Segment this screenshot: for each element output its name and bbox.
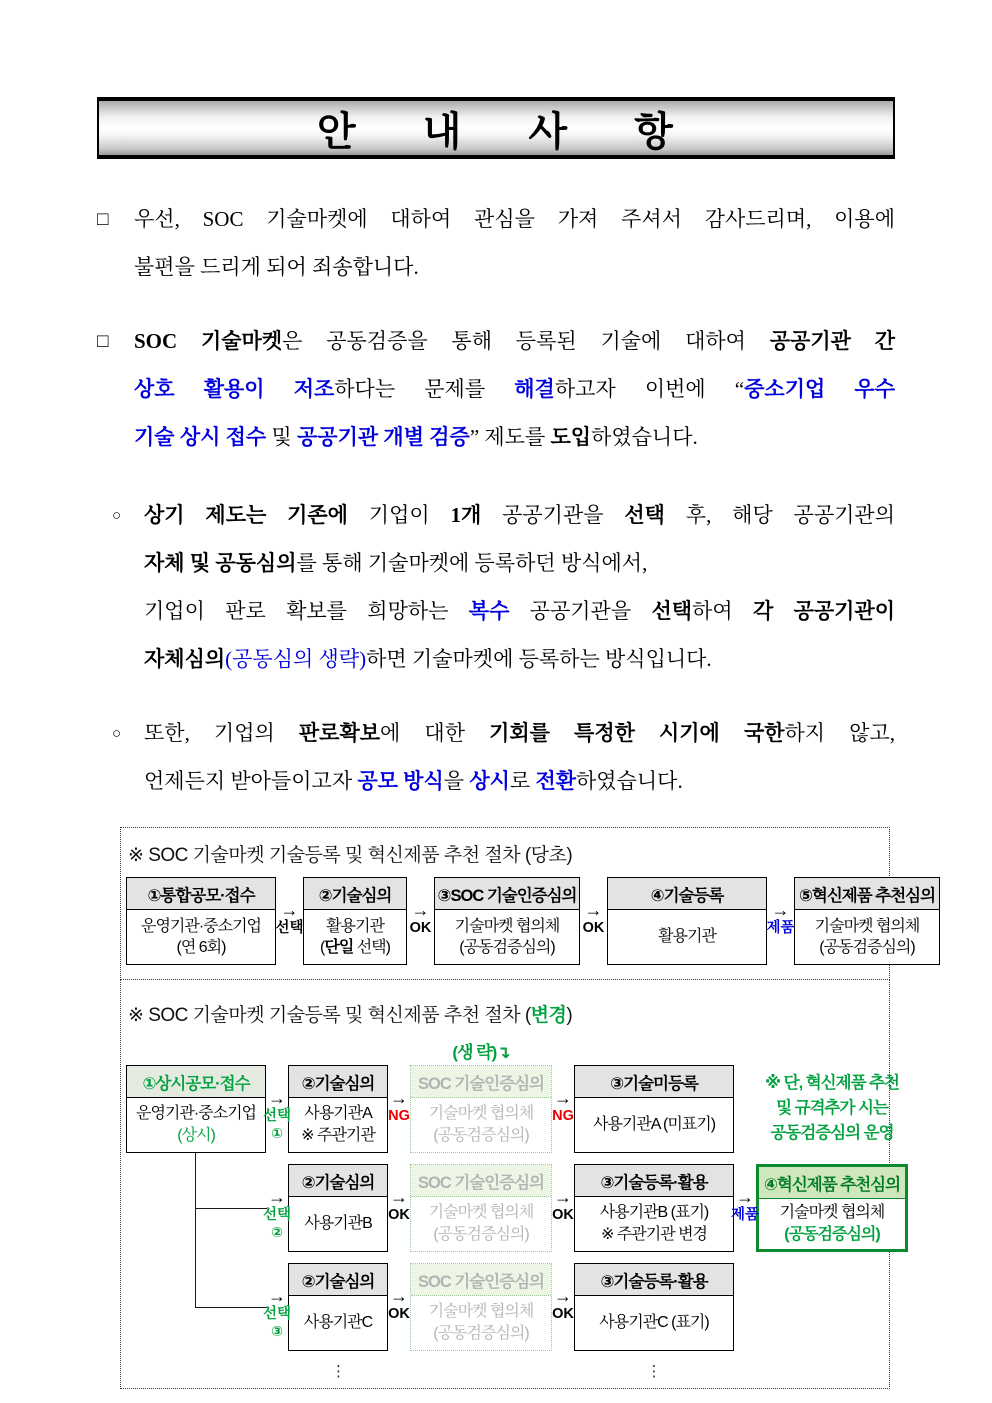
arrow-right-icon: → bbox=[268, 1087, 286, 1108]
process-box-review-c bbox=[288, 1263, 388, 1351]
connector-product: → 제품 bbox=[731, 1186, 760, 1223]
text-line bbox=[144, 635, 895, 683]
box-header: ③기술등록·활용 bbox=[575, 1264, 733, 1296]
box-header: ⑤혁신제품 추천심의 bbox=[795, 878, 939, 910]
arrow-right-icon: → bbox=[554, 1186, 572, 1207]
connector-select: → 선택 bbox=[275, 900, 304, 936]
arrow-right-icon: → bbox=[554, 1285, 572, 1306]
skip-label-row bbox=[126, 1037, 884, 1063]
text-run: 하면 기술마켓에 등록하는 방식입니다. bbox=[366, 647, 712, 671]
text-line bbox=[144, 539, 895, 587]
text-run: 상호 활용이 저조 bbox=[134, 377, 335, 401]
flowchart-section bbox=[120, 827, 936, 1389]
process-box-1 bbox=[126, 877, 276, 965]
process-box-unregistered bbox=[574, 1065, 734, 1153]
text-run: 특정한 시기에 bbox=[574, 721, 720, 745]
paragraph-text bbox=[134, 195, 895, 291]
corner-down-arrow-icon: ↴ bbox=[496, 1042, 510, 1062]
text-line bbox=[134, 413, 895, 461]
process-box-innovation bbox=[756, 1164, 908, 1252]
text-run: 하다는 문제를 bbox=[334, 377, 515, 401]
box-header: SOC 기술인증심의 bbox=[411, 1165, 551, 1197]
text-line bbox=[134, 365, 895, 413]
text-run: 공공기관을 bbox=[509, 599, 652, 623]
connector-ok: → OK bbox=[552, 1285, 574, 1322]
text-run: 를 통해 기술마켓에 등록하던 방식에서, bbox=[296, 551, 648, 575]
text-line bbox=[144, 491, 895, 539]
text-run: 하여 bbox=[692, 599, 753, 623]
vertical-ellipsis-icon: ⋮ bbox=[646, 1362, 662, 1380]
process-box-registered-c bbox=[574, 1263, 734, 1351]
square-bullet-icon: □ bbox=[97, 209, 109, 230]
flowchart-original bbox=[120, 827, 936, 980]
connector-ok: → OK bbox=[409, 900, 432, 936]
text-run: ” 제도를 bbox=[469, 425, 551, 449]
text-run: 에 대한 bbox=[380, 721, 490, 745]
text-run: 중소기업 우수 bbox=[744, 377, 895, 401]
paragraphs bbox=[97, 195, 895, 805]
text-run: 자체심의 bbox=[144, 647, 226, 671]
box-header: ①통합공모·접수 bbox=[127, 878, 275, 910]
skip-label: (생 략)↴ bbox=[452, 1042, 510, 1062]
circle-bullet-icon: ○ bbox=[112, 726, 122, 742]
connector-ok: → OK bbox=[582, 900, 605, 936]
text-run: 하고자 이번에 “ bbox=[554, 377, 745, 401]
notice-banner bbox=[97, 97, 895, 159]
text-run: 하였습니다. bbox=[576, 769, 683, 793]
text-run: 로 bbox=[509, 769, 536, 793]
paragraph bbox=[97, 709, 895, 805]
text-run: (공동심의 생략) bbox=[225, 647, 367, 671]
text-run: 도입 bbox=[550, 425, 592, 449]
text-run: 불편을 드리게 되어 죄송합니다. bbox=[134, 255, 419, 279]
text-run: 후, 해당 공공기관의 bbox=[664, 503, 895, 527]
square-bullet-icon: □ bbox=[97, 331, 109, 352]
text-run: 우선, SOC 기술마켓에 대하여 관심을 가져 주셔서 감사드리며, 이용에 bbox=[134, 207, 895, 231]
branch-line bbox=[126, 1164, 266, 1252]
paragraph-text bbox=[134, 317, 895, 461]
text-line bbox=[134, 195, 895, 243]
paragraph bbox=[97, 195, 895, 291]
text-run: 기술 상시 접수 bbox=[134, 425, 267, 449]
text-run: 해결 bbox=[514, 377, 555, 401]
vertical-ellipsis-icon: ⋮ bbox=[331, 1362, 345, 1380]
box-header: ②기술심의 bbox=[304, 878, 406, 910]
arrow-right-icon: → bbox=[411, 900, 430, 920]
text-run: 1개 bbox=[450, 503, 482, 527]
box-body: 활용기관 (단일 선택) bbox=[320, 917, 390, 956]
text-line bbox=[144, 587, 895, 635]
connector-ok: → OK bbox=[388, 1186, 410, 1223]
box-header: ③기술등록·활용 bbox=[575, 1165, 733, 1197]
arrow-right-icon: → bbox=[736, 1186, 754, 1207]
process-box-cert-skipped bbox=[410, 1065, 552, 1153]
text-run: 을 bbox=[443, 769, 470, 793]
flow2-row-a bbox=[126, 1065, 899, 1153]
process-box-review-a bbox=[288, 1065, 388, 1153]
text-run: 기회를 bbox=[489, 721, 550, 745]
flow1-row bbox=[126, 877, 936, 965]
text-run: 하였습니다. bbox=[591, 425, 698, 449]
text-run: 전환 bbox=[535, 769, 577, 793]
text-run: 공공기관 간 bbox=[769, 329, 895, 353]
process-box-cert-skipped bbox=[410, 1263, 552, 1351]
text-run: 자체 및 공동심의 bbox=[144, 551, 297, 575]
text-run: 및 bbox=[266, 425, 298, 449]
text-run: 각 공공기관이 bbox=[752, 599, 896, 623]
continuation-dots-row bbox=[126, 1362, 884, 1380]
box-body: 기술마켓 협의체 (공동검증심의) bbox=[814, 917, 920, 956]
box-header: ②기술심의 bbox=[289, 1165, 387, 1197]
arrow-right-icon: → bbox=[771, 900, 790, 920]
connector-ng: → NG bbox=[388, 1087, 410, 1124]
process-box-4 bbox=[607, 877, 767, 965]
text-run: 공공기관 개별 검증 bbox=[297, 425, 470, 449]
arrow-right-icon: → bbox=[554, 1087, 572, 1108]
box-body: 운영기관·중소기업 (연 6회) bbox=[141, 917, 261, 956]
process-box-5 bbox=[794, 877, 940, 965]
paragraph bbox=[97, 317, 895, 461]
text-run: 은 공동검증을 통해 등록된 기술에 대하여 bbox=[282, 329, 770, 353]
connector-select-2: → 선택 ② bbox=[263, 1186, 292, 1240]
text-line bbox=[134, 317, 895, 365]
connector-ok: → OK bbox=[388, 1285, 410, 1322]
box-header: ②기술심의 bbox=[289, 1066, 387, 1098]
box-header: SOC 기술인증심의 bbox=[411, 1066, 551, 1098]
paragraph bbox=[97, 491, 895, 683]
box-body: 기술마켓 협의체 (공동검증심의) bbox=[454, 917, 560, 956]
box-header: ③SOC 기술인증심의 bbox=[435, 878, 579, 910]
arrow-right-icon: → bbox=[390, 1285, 408, 1306]
text-run: 판로확보 bbox=[298, 721, 381, 745]
connector-ng: → NG bbox=[552, 1087, 574, 1124]
text-run: 복수 bbox=[468, 599, 510, 623]
flowchart-changed bbox=[120, 979, 901, 1389]
box-body: 활용기관 bbox=[658, 928, 716, 946]
text-run: 국한 bbox=[743, 721, 785, 745]
flow2-row-c bbox=[126, 1263, 884, 1351]
process-box-3 bbox=[434, 877, 580, 965]
box-header: ①상시공모·접수 bbox=[127, 1066, 265, 1098]
flow2-row-b bbox=[126, 1164, 901, 1252]
process-box-start bbox=[126, 1065, 266, 1153]
connector-select-3: → 선택 ③ bbox=[263, 1285, 292, 1339]
text-run: 또한, 기업의 bbox=[144, 721, 299, 745]
branch-line bbox=[126, 1263, 266, 1351]
text-run: 상기 제도는 기존에 bbox=[144, 503, 348, 527]
arrow-right-icon: → bbox=[390, 1186, 408, 1207]
text-run: 언제든지 받아들이고자 bbox=[144, 769, 358, 793]
box-header: ③기술미등록 bbox=[575, 1066, 733, 1098]
side-note: ※ 단, 혁신제품 추천 및 규격추가 시는 공동검증심의 운영 bbox=[765, 1074, 899, 1142]
box-header: ④혁신제품 추천심의 bbox=[759, 1167, 905, 1199]
box-body: 사용기관A ※ 주관기관 bbox=[301, 1105, 375, 1144]
text-line bbox=[144, 757, 895, 805]
notice-title: 안 내 사 항 bbox=[317, 109, 675, 154]
text-line bbox=[134, 243, 895, 291]
box-body: 기술마켓 협의체 (공동검증심의) bbox=[428, 1105, 534, 1144]
box-body: 사용기관C bbox=[303, 1313, 373, 1331]
process-box-2 bbox=[303, 877, 407, 965]
box-header: ④기술등록 bbox=[608, 878, 766, 910]
text-run: SOC 기술마켓 bbox=[134, 329, 283, 353]
arrow-right-icon: → bbox=[280, 900, 299, 920]
text-run: 공공기관을 bbox=[481, 503, 625, 527]
arrow-right-icon: → bbox=[268, 1186, 286, 1207]
process-box-cert-skipped bbox=[410, 1164, 552, 1252]
box-header: ②기술심의 bbox=[289, 1264, 387, 1296]
box-body: 기술마켓 협의체 (공동검증심의) bbox=[779, 1204, 885, 1243]
box-header: SOC 기술인증심의 bbox=[411, 1264, 551, 1296]
process-box-review-b bbox=[288, 1164, 388, 1252]
text-run: 공모 방식 bbox=[357, 769, 444, 793]
text-run: 상시 bbox=[469, 769, 510, 793]
flowchart-changed-title: ※ SOC 기술마켓 기술등록 및 혁신제품 추천 절차 (변경) bbox=[128, 1004, 573, 1026]
text-run bbox=[720, 721, 744, 745]
box-body: 기술마켓 협의체 (공동검증심의) bbox=[428, 1303, 534, 1342]
box-body: 사용기관A (미표기) bbox=[592, 1115, 716, 1133]
text-run: 기업이 판로 확보를 희망하는 bbox=[144, 599, 469, 623]
box-body: 사용기관B bbox=[304, 1214, 372, 1232]
box-body: 사용기관C (표기) bbox=[599, 1313, 709, 1331]
paragraph-text bbox=[144, 491, 895, 683]
text-run: 선택 bbox=[624, 503, 665, 527]
connector-select-1: → 선택 ① bbox=[263, 1087, 292, 1141]
box-body: 사용기관B (표기) ※ 주관기관 변경 bbox=[599, 1204, 709, 1243]
connector-product: → 제품 bbox=[766, 900, 795, 936]
arrow-right-icon: → bbox=[390, 1087, 408, 1108]
text-run: 선택 bbox=[651, 599, 693, 623]
text-run: 기업이 bbox=[347, 503, 451, 527]
arrow-right-icon: → bbox=[584, 900, 603, 920]
box-body: 기술마켓 협의체 (공동검증심의) bbox=[428, 1204, 534, 1243]
circle-bullet-icon: ○ bbox=[112, 508, 122, 524]
connector-ok: → OK bbox=[552, 1186, 574, 1223]
flowchart-original-title: ※ SOC 기술마켓 기술등록 및 혁신제품 추천 절차 (당초) bbox=[128, 845, 573, 866]
text-line bbox=[144, 709, 895, 757]
text-run: 하지 않고, bbox=[784, 721, 896, 745]
text-run bbox=[550, 721, 574, 745]
process-box-registered-b bbox=[574, 1164, 734, 1252]
paragraph-text bbox=[144, 709, 895, 805]
arrow-right-icon: → bbox=[268, 1285, 286, 1306]
box-body: 운영기관·중소기업 (상시) bbox=[136, 1105, 256, 1144]
